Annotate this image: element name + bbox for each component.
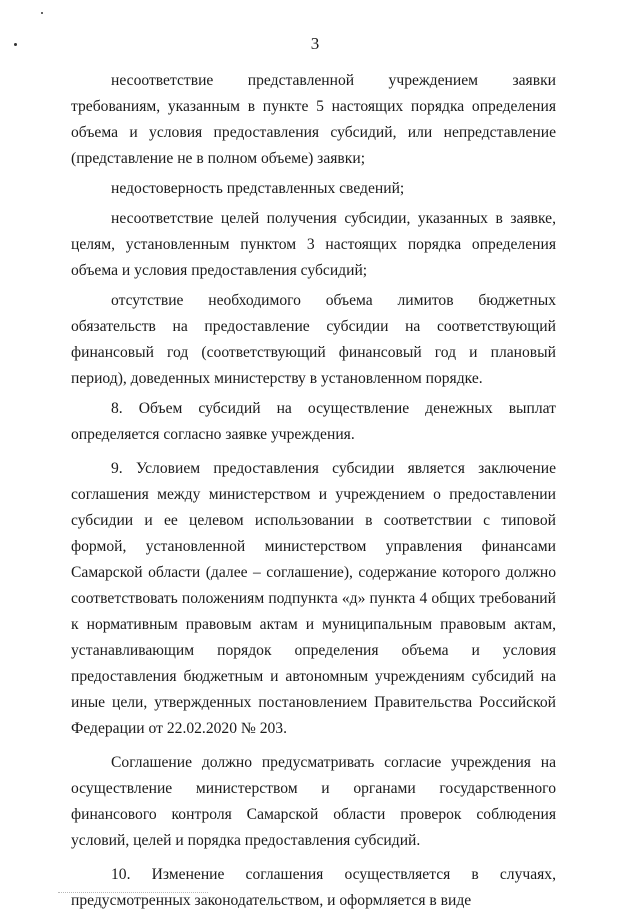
paragraph: 9. Условием предоставления субсидии является заключение соглашения между министерством и учреждением о предоставлении субсидии и ее целевом использовании в соответствии с типовой формой, установленной министерством управления финансами Самарской области (далее – соглашение), содержание которого должно соответствовать положениям подпункта «д» пункта 4 общих требований к нормативным правовым актам и муниципальным правовым актам, устанавливающим порядок определения объема и условия предоставления бюджетным и автономным учреждениям субсидий на иные цели, утвержденных постановлением Правительства Российской Федерации от 22.02.2020 № 203. bbox=[71, 460, 556, 737]
paragraph: 10. Изменение соглашения осуществляется в случаях, предусмотренных законодательством, и оформляется в виде bbox=[71, 866, 556, 909]
scan-speck bbox=[14, 43, 17, 46]
scan-noise bbox=[58, 886, 208, 893]
paragraph: несоответствие целей получения субсидии, указанных в заявке, целям, установленным пунктом 3 настоящих порядка определения объема и условия предоставления субсидий; bbox=[71, 210, 556, 279]
paragraph: недостоверность представленных сведений; bbox=[111, 180, 405, 197]
scan-speck bbox=[41, 12, 43, 14]
page-number: 3 bbox=[310, 34, 320, 53]
paragraph: 8. Объем субсидий на осуществление денежных выплат определяется согласно заявке учреждения. bbox=[71, 400, 556, 443]
paragraph: несоответствие представленной учреждением заявки требованиям, указанным в пункте 5 настоящих порядка определения объема и условия предоставления субсидий, или непредставление (представление не в полном объеме) заявки; bbox=[71, 72, 556, 167]
paragraph: отсутствие необходимого объема лимитов бюджетных обязательств на предоставление субсидии на соответствующий финансовый год (соответствующий финансовый год и плановый период), доведенных министерству в установленном порядке. bbox=[71, 292, 556, 387]
document-body bbox=[71, 68, 556, 914]
paragraph: Соглашение должно предусматривать согласие учреждения на осуществление министерством и органами государственного финансового контроля Самарской области проверок соблюдения условий, целей и порядка предоставления субсидий. bbox=[71, 754, 556, 849]
